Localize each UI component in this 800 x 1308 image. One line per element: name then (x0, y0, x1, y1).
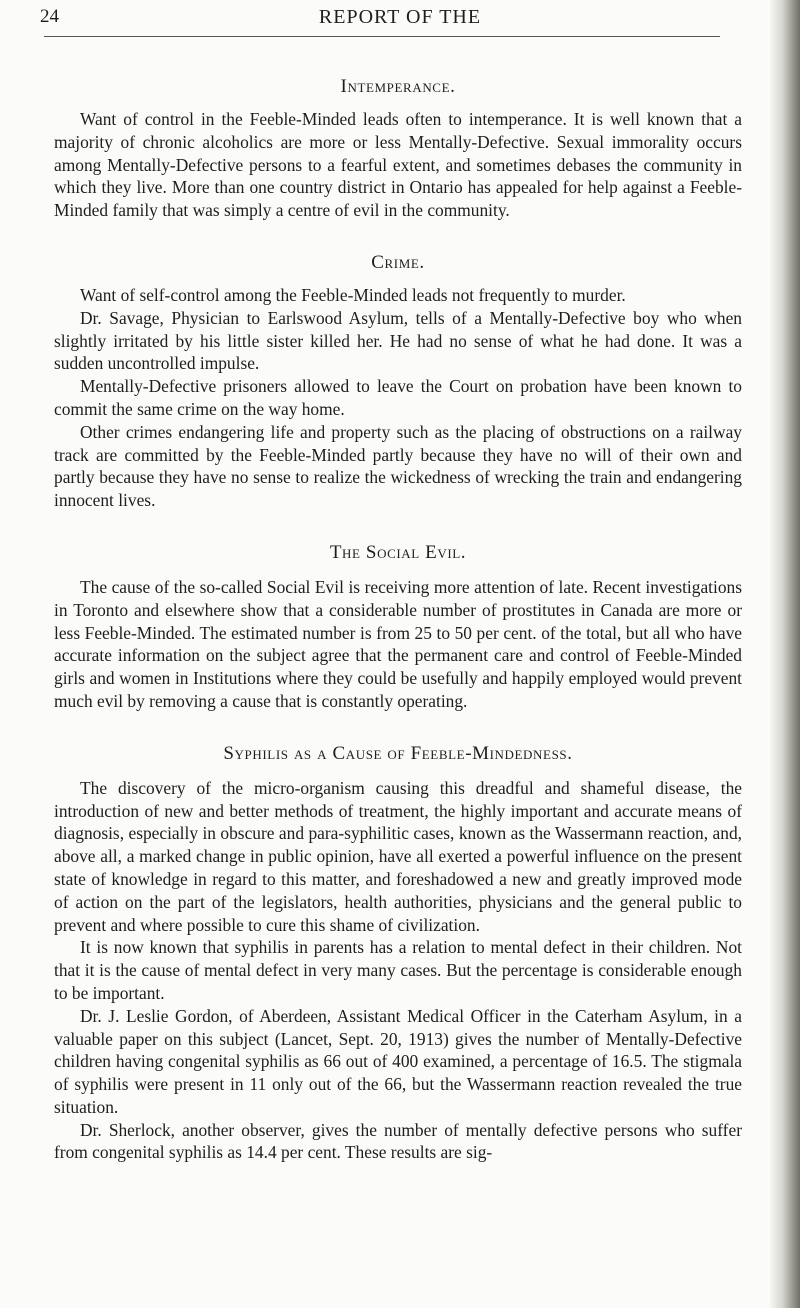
paragraph-syphilis-4: Dr. Sherlock, another observer, gives the number of mentally defective persons who suffer from congenital syphilis as 14.4 per cent. These results are sig- (54, 1119, 742, 1163)
paragraph-crime-2: Dr. Savage, Physician to Earlswood Asylum, tells of a Mentally-Defective boy who when slightly irritated by his little sister killed her. He had no sense of what he had done. It was a sudden uncontrolled impulse. (54, 307, 742, 374)
heading-social-evil: The Social Evil. (329, 541, 467, 563)
header-rule (44, 36, 720, 37)
heading-crime: Crime. (371, 251, 425, 273)
page-number: 24 (40, 6, 59, 27)
paragraph-social-evil: The cause of the so-called Social Evil is receiving more attention of late. Recent investigations in Toronto and elsewhere show that a considerable number of prostitutes in Canada are more or less Feeble-Minded. The estimated number is from 25 to 50 per cent. of the total, but all who have accurate information on the subject agree that the permanent care and control of Feeble-Minded girls and women in Institutions where they could be usefully and happily employed would prevent much evil by removing a cause that is constantly operating. (54, 576, 742, 711)
heading-syphilis: Syphilis as a Cause of Feeble-Mindedness. (223, 742, 573, 764)
heading-intemperance: Intemperance. (340, 76, 456, 97)
page-edge-shadow (770, 0, 800, 1308)
paragraph-intemperance: Want of control in the Feeble-Minded leads often to intemperance. It is well known that a majority of chronic alcoholics are more or less Mentally-Defective. Sexual immorality occurs among Mentally-Defective persons to a fearful extent, and sometimes debases the community in which they live. More than one country district in Ontario has appealed for help against a Feeble-Minded family that was simply a centre of evil in the community. (54, 109, 742, 221)
paragraph-syphilis-3: Dr. J. Leslie Gordon, of Aberdeen, Assistant Medical Officer in the Caterham Asylum, in a valuable paper on this subject (Lancet, Sept. 20, 1913) gives the number of Mentally-Defective children having congenital syphilis as 66 out of 400 examined, a percentage of 16.5. The stigmala of syphilis were present in 11 only out of the 66, but the Wassermann reaction revealed the true situation. (54, 1005, 742, 1117)
page-content (54, 76, 742, 1164)
paragraph-syphilis-1: The discovery of the micro-organism causing this dreadful and shameful disease, the introduction of new and better methods of treatment, the highly important and accurate means of diagnosis, especially in obscure and para-syphilitic cases, known as the Wassermann reaction, and, above all, a marked change in public opinion, have all exerted a powerful influence on the present state of knowledge in regard to this matter, and foreshadowed a new and greatly improved mode of action on the part of the legislators, health authorities, physicians and the general public to prevent and where possible to cure this shame of civilization. (54, 777, 742, 935)
running-title: REPORT OF THE (318, 6, 482, 28)
paragraph-crime-1: Want of self-control among the Feeble-Minded leads not frequently to murder. (80, 284, 626, 305)
paragraph-syphilis-2: It is now known that syphilis in parents has a relation to mental defect in their children. Not that it is the cause of mental defect in very many cases. But the percentage is considerable enough to be important. (54, 937, 742, 1003)
paragraph-crime-3: Mentally-Defective prisoners allowed to leave the Court on probation have been known to commit the same crime on the way home. (54, 376, 742, 419)
paragraph-crime-4: Other crimes endangering life and property such as the placing of obstructions on a railway track are committed by the Feeble-Minded partly because they have no will of their own and partly because they have no sense to realize the wickedness of wrecking the train and endangering innocent lives. (54, 421, 742, 511)
